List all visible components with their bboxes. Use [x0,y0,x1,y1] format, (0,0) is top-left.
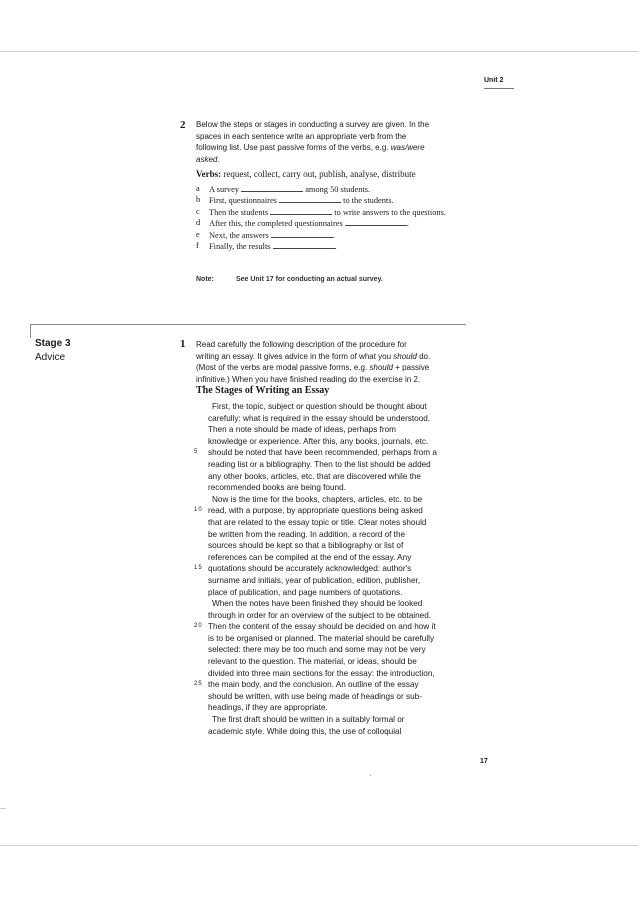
answer-blank[interactable] [279,195,341,203]
unit-underline [484,88,514,89]
line-number: 5 [194,449,199,456]
essay-line [196,459,486,471]
list-item: d After this, the completed questionnaires . [196,218,409,229]
verbs-label: Verbs: [196,169,222,179]
essay-line [196,471,486,483]
essay-line [196,563,486,575]
instruction-line: infinitive.) When you have finished reading do the exercise in 2. [196,374,421,384]
essay-line-text: headings, if they are appropriate. [208,703,328,713]
note-label: Note: [196,276,214,283]
essay-body [196,401,486,737]
essay-line-text: should be noted that have been recommended, perhaps from a [208,448,437,458]
essay-line-text: quotations should be accurately acknowledged: author's [208,564,412,574]
essay-line [196,610,486,622]
essay-line-text: should be written, with use being made of headings or sub- [208,691,422,701]
page-top-border [0,51,638,52]
essay-line [196,668,486,680]
instruction-line: asked. [196,154,220,164]
line-number: 15 [194,565,203,572]
essay-line-text: selected: there may be too much and some may not be very [208,645,426,655]
essay-line [196,633,486,645]
essay-line-text: is to be organised or planned. The material should be carefully [208,633,435,643]
instruction-line: writing an essay. It gives advice in the form of what you should do. [196,351,431,361]
essay-line [196,714,486,726]
essay-line [196,436,486,448]
essay-line [196,424,486,436]
essay-line-text: knowledge or experience. After this, any books, journals, etc. [208,436,429,446]
essay-line-text: carefully: what is required in the essay should be understood. [208,413,431,423]
verbs-values: request, collect, carry out, publish, analyse, distribute [223,169,416,179]
essay-line [196,447,486,459]
essay-line [196,413,486,425]
stage-divider-tick [30,324,31,338]
essay-line-text: references can be compiled at the end of the essay. Any [208,552,412,562]
exercise-2-instruction [196,119,429,165]
essay-line [196,644,486,656]
exercise-1-instruction [196,339,430,385]
essay-line-text: relevant to the question. The material, or ideas, should be [208,657,417,667]
answer-blank[interactable] [271,230,333,238]
answer-blank[interactable] [270,207,332,215]
essay-line-text: read, with a purpose, by appropriate questions being asked [208,506,423,516]
line-number: 10 [194,507,203,514]
answer-blank[interactable] [241,184,303,192]
note-text: See Unit 17 for conducting an actual survey. [235,276,383,283]
essay-title: The Stages of Writing an Essay [196,385,330,396]
essay-line [196,540,486,552]
verbs-list [196,169,416,179]
essay-line-text: reading list or a bibliography. Then to the list should be added [208,459,431,469]
stage-title: Stage 3 [35,338,71,349]
line-number: 25 [194,681,203,688]
essay-line [196,621,486,633]
essay-line [196,505,486,517]
exercise-2-items [196,184,456,252]
essay-line-text: recommended books are being found. [208,483,346,493]
instruction-line: (Most of the verbs are modal passive forms, e.g. should + passive [196,363,430,372]
line-number: 20 [194,623,203,630]
stage-subtitle: Advice [35,352,66,363]
essay-line [196,726,486,738]
essay-line-text: academic style. While doing this, the use of colloquial [208,726,402,736]
essay-line-text: the main body, and the conclusion. An outline of the essay [208,680,419,690]
essay-line [196,702,486,714]
exercise-2-number: 2 [180,119,186,131]
essay-line-text: First, the topic, subject or question should be thought about [212,402,427,411]
essay-line-text: divided into three main sections for the essay: the introduction, [208,668,435,678]
instruction-line: following list. Use past passive forms of the verbs, e.g. was/were [196,143,425,152]
stage-divider [30,324,466,325]
essay-line [196,691,486,703]
essay-line [196,575,486,587]
essay-line [196,552,486,564]
essay-line [196,529,486,541]
list-item: a A survey among 50 students. [196,184,371,194]
essay-line-text: Then the content of the essay should be decided on and how it [208,622,436,632]
answer-blank[interactable] [345,218,407,226]
note [196,276,383,283]
page-bottom-border [0,845,638,846]
instruction-line: Below the steps or stages in conducting a survey are given. In the [196,120,430,129]
page-mark [370,775,371,776]
essay-line-text: sources should be kept so that a bibliography or list of [208,541,404,551]
answer-blank[interactable] [273,241,335,249]
essay-line [196,401,486,413]
essay-line [196,679,486,691]
essay-line-text: When the notes have been finished they should be looked [212,599,423,609]
list-item: b First, questionnaires to the students. [196,195,394,206]
list-item: e Next, the answers . [196,229,335,240]
essay-line [196,656,486,668]
list-item: c Then the students to write answers to the questions. [196,206,446,217]
essay-line-text: any other books, articles, etc. that are discovered while the [208,471,421,481]
essay-line [196,517,486,529]
essay-line [196,494,486,506]
essay-line-text: that are related to the essay topic or title. Clear notes should [208,517,427,527]
essay-line [196,598,486,610]
essay-line-text: Now is the time for the books, chapters, articles, etc. to be [212,494,423,504]
essay-line [196,482,486,494]
instruction-line: spaces in each sentence write an appropriate verb from the [196,131,407,141]
exercise-1-number: 1 [180,338,186,350]
essay-line [196,587,486,599]
essay-line-text: be written from the reading. In addition, a record of the [208,529,406,539]
essay-line-text: through in order for an overview of the subject to be obtained. [208,610,432,620]
instruction-line: Read carefully the following description of the procedure for [196,340,407,349]
margin-tick [0,808,6,809]
essay-line-text: The first draft should be written in a suitably formal or [212,715,405,725]
list-item: f Finally, the results . [196,241,337,252]
essay-line-text: Then a note should be made of ideas, perhaps from [208,425,396,435]
essay-line-text: place of publication, and page numbers of quotations. [208,587,403,597]
unit-label: Unit 2 [484,77,504,84]
essay-line-text: surname and initials, year of publication, edition, publisher, [208,575,421,585]
page-number: 17 [480,758,488,765]
